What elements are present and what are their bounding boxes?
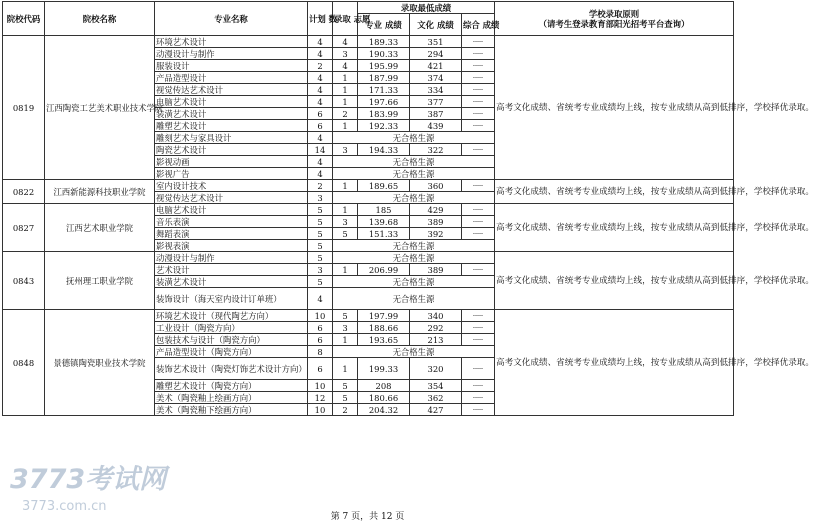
- culture-score: 351: [410, 36, 462, 48]
- major-score: 171.33: [358, 84, 410, 96]
- admit-count: 2: [333, 404, 358, 416]
- culture-score: 354: [410, 380, 462, 392]
- major-name: 视觉传达艺术设计: [155, 84, 308, 96]
- school-name: 江西新能源科技职业学院: [45, 180, 155, 204]
- composite-score: -----: [462, 392, 495, 404]
- plan-count: 4: [308, 168, 333, 180]
- header-school: 院校名称: [45, 2, 155, 36]
- composite-score: -----: [462, 96, 495, 108]
- school-code: 0819: [3, 36, 45, 180]
- header-plan: 计划 数: [308, 2, 333, 36]
- major-name: 音乐表演: [155, 216, 308, 228]
- composite-score: -----: [462, 204, 495, 216]
- culture-score: 377: [410, 96, 462, 108]
- major-name: 产品造型设计（陶瓷方向）: [155, 346, 308, 358]
- culture-score: 322: [410, 144, 462, 156]
- admit-count: 5: [333, 380, 358, 392]
- header-code: 院校代码: [3, 2, 45, 36]
- admit-count: 1: [333, 358, 358, 380]
- major-name: 环境艺术设计（现代陶艺方向）: [155, 310, 308, 322]
- major-score: 192.33: [358, 120, 410, 132]
- table-row: [3, 204, 734, 216]
- major-name: 环境艺术设计: [155, 36, 308, 48]
- plan-count: 10: [308, 380, 333, 392]
- plan-count: 5: [308, 252, 333, 264]
- header-policy-title: 学校录取原则: [588, 8, 640, 19]
- no-qualified-note: 无合格生源: [333, 288, 495, 310]
- major-score: 139.68: [358, 216, 410, 228]
- plan-count: 4: [308, 72, 333, 84]
- major-name: 视觉传达艺术设计: [155, 192, 308, 204]
- major-name: 产品造型设计: [155, 72, 308, 84]
- admit-count: 3: [333, 216, 358, 228]
- plan-count: 5: [308, 216, 333, 228]
- composite-score: -----: [462, 216, 495, 228]
- no-qualified-note: 无合格生源: [333, 192, 495, 204]
- admit-count: 2: [333, 108, 358, 120]
- header-major: 专业名称: [155, 2, 308, 36]
- major-score: 188.66: [358, 322, 410, 334]
- admission-policy: 高考文化成绩、省统考专业成绩均上线，按专业成绩从高到低排序，学校择优录取。: [495, 252, 734, 310]
- major-name: 动漫设计与制作: [155, 48, 308, 60]
- no-qualified-note: 无合格生源: [333, 346, 495, 358]
- major-name: 服装设计: [155, 60, 308, 72]
- admit-count: 1: [333, 84, 358, 96]
- plan-count: 3: [308, 192, 333, 204]
- major-score: 195.99: [358, 60, 410, 72]
- culture-score: 387: [410, 108, 462, 120]
- admit-count: 3: [333, 48, 358, 60]
- admit-count: 5: [333, 228, 358, 240]
- culture-score: 427: [410, 404, 462, 416]
- school-code: 0827: [3, 204, 45, 252]
- plan-count: 6: [308, 334, 333, 346]
- culture-score: 292: [410, 322, 462, 334]
- watermark-logo: [8, 458, 167, 516]
- major-name: 美术（陶瓷釉下绘画方向）: [155, 404, 308, 416]
- major-score: 189.65: [358, 180, 410, 192]
- admit-count: 1: [333, 180, 358, 192]
- admission-table: [2, 1, 814, 416]
- composite-score: -----: [462, 322, 495, 334]
- composite-score: -----: [462, 120, 495, 132]
- header-major-score: 专业 成绩: [358, 14, 410, 36]
- major-score: 194.33: [358, 144, 410, 156]
- major-name: 雕刻艺术与家具设计: [155, 132, 308, 144]
- plan-count: 5: [308, 240, 333, 252]
- major-name: 雕塑艺术设计: [155, 120, 308, 132]
- plan-count: 10: [308, 310, 333, 322]
- composite-score: -----: [462, 380, 495, 392]
- admission-policy: 高考文化成绩、省统考专业成绩均上线，按专业成绩从高到低排序，学校择优录取。: [495, 180, 734, 204]
- major-name: 装潢艺术设计: [155, 108, 308, 120]
- plan-count: 12: [308, 392, 333, 404]
- composite-score: -----: [462, 180, 495, 192]
- composite-score: -----: [462, 264, 495, 276]
- plan-count: 4: [308, 156, 333, 168]
- school-name: 江西艺术职业学院: [45, 204, 155, 252]
- table-row: [3, 310, 734, 322]
- admit-count: 4: [333, 36, 358, 48]
- composite-score: -----: [462, 36, 495, 48]
- plan-count: 6: [308, 120, 333, 132]
- culture-score: 374: [410, 72, 462, 84]
- header-culture-score: 文化 成绩: [410, 14, 462, 36]
- composite-score: -----: [462, 48, 495, 60]
- plan-count: 4: [308, 84, 333, 96]
- admission-policy: 高考文化成绩、省统考专业成绩均上线，按专业成绩从高到低排序，学校择优录取。: [495, 310, 734, 416]
- page-footer: 第 7 页，共 12 页: [330, 512, 405, 522]
- culture-score: 389: [410, 264, 462, 276]
- composite-score: -----: [462, 310, 495, 322]
- plan-count: 6: [308, 358, 333, 380]
- plan-count: 4: [308, 288, 333, 310]
- major-score: 183.99: [358, 108, 410, 120]
- no-qualified-note: 无合格生源: [333, 276, 495, 288]
- no-qualified-note: 无合格生源: [333, 168, 495, 180]
- culture-score: 213: [410, 334, 462, 346]
- table-row: [3, 180, 734, 192]
- plan-count: 2: [308, 60, 333, 72]
- header-composite-score: 综合 成绩: [462, 14, 495, 36]
- admit-count: 4: [333, 60, 358, 72]
- culture-score: 421: [410, 60, 462, 72]
- admit-count: 1: [333, 334, 358, 346]
- plan-count: 10: [308, 404, 333, 416]
- culture-score: 294: [410, 48, 462, 60]
- composite-score: -----: [462, 334, 495, 346]
- admit-count: 1: [333, 72, 358, 84]
- no-qualified-note: 无合格生源: [333, 240, 495, 252]
- school-code: 0822: [3, 180, 45, 204]
- major-name: 装饰设计（海天室内设计订单班）: [155, 288, 308, 310]
- no-qualified-note: 无合格生源: [333, 132, 495, 144]
- major-name: 影视广告: [155, 168, 308, 180]
- admit-count: 3: [333, 144, 358, 156]
- major-score: 208: [358, 380, 410, 392]
- table-row: [3, 252, 734, 264]
- culture-score: 439: [410, 120, 462, 132]
- plan-count: 4: [308, 132, 333, 144]
- culture-score: 429: [410, 204, 462, 216]
- major-score: 197.99: [358, 310, 410, 322]
- plan-count: 5: [308, 276, 333, 288]
- major-score: 197.66: [358, 96, 410, 108]
- watermark-url: 3773.com.cn: [22, 499, 107, 514]
- plan-count: 4: [308, 48, 333, 60]
- composite-score: -----: [462, 358, 495, 380]
- major-name: 动漫设计与制作: [155, 252, 308, 264]
- plan-count: 8: [308, 346, 333, 358]
- school-code: 0843: [3, 252, 45, 310]
- admit-count: 1: [333, 120, 358, 132]
- culture-score: 392: [410, 228, 462, 240]
- plan-count: 6: [308, 108, 333, 120]
- major-score: 199.33: [358, 358, 410, 380]
- major-name: 舞蹈表演: [155, 228, 308, 240]
- composite-score: -----: [462, 72, 495, 84]
- school-name: 江西陶瓷工艺美术职业技术学院: [45, 36, 155, 180]
- composite-score: -----: [462, 404, 495, 416]
- culture-score: 362: [410, 392, 462, 404]
- no-qualified-note: 无合格生源: [333, 156, 495, 168]
- plan-count: 6: [308, 322, 333, 334]
- major-name: 电脑艺术设计: [155, 204, 308, 216]
- composite-score: -----: [462, 60, 495, 72]
- major-score: 185: [358, 204, 410, 216]
- major-name: 工业设计（陶瓷方向）: [155, 322, 308, 334]
- admit-count: 1: [333, 96, 358, 108]
- admission-policy: 高考文化成绩、省统考专业成绩均上线，按专业成绩从高到低排序，学校择优录取。: [495, 204, 734, 252]
- major-name: 装潢艺术设计: [155, 276, 308, 288]
- admit-count: 5: [333, 310, 358, 322]
- plan-count: 14: [308, 144, 333, 156]
- major-score: 193.65: [358, 334, 410, 346]
- watermark-logo-text: 3773考试网: [10, 464, 167, 495]
- major-score: 190.33: [358, 48, 410, 60]
- major-score: 204.32: [358, 404, 410, 416]
- major-name: 装饰艺术设计（陶瓷灯饰艺术设计方向）: [155, 358, 308, 380]
- header-policy-note: （请考生登录教育部阳光招考平台查询）: [538, 18, 690, 29]
- header-policy: [495, 2, 734, 36]
- plan-count: 2: [308, 180, 333, 192]
- major-name: 影视动画: [155, 156, 308, 168]
- plan-count: 5: [308, 228, 333, 240]
- admit-count: 1: [333, 264, 358, 276]
- table-row: [3, 36, 734, 48]
- culture-score: 389: [410, 216, 462, 228]
- major-name: 室内设计技术: [155, 180, 308, 192]
- school-name: 抚州理工职业学院: [45, 252, 155, 310]
- plan-count: 4: [308, 96, 333, 108]
- composite-score: -----: [462, 108, 495, 120]
- plan-count: 5: [308, 204, 333, 216]
- major-name: 雕塑艺术设计（陶瓷方向）: [155, 380, 308, 392]
- major-score: 187.99: [358, 72, 410, 84]
- major-name: 陶瓷艺术设计: [155, 144, 308, 156]
- school-code: 0848: [3, 310, 45, 416]
- major-score: 151.33: [358, 228, 410, 240]
- major-name: 艺术设计: [155, 264, 308, 276]
- composite-score: -----: [462, 144, 495, 156]
- culture-score: 340: [410, 310, 462, 322]
- major-score: 180.66: [358, 392, 410, 404]
- header-admit: 录取 志愿: [333, 2, 358, 36]
- header-min-scores: 录取最低成绩: [358, 2, 495, 14]
- composite-score: -----: [462, 84, 495, 96]
- admission-policy: 高考文化成绩、省统考专业成绩均上线，按专业成绩从高到低排序，学校择优录取。: [495, 36, 734, 180]
- admit-count: 3: [333, 322, 358, 334]
- culture-score: 320: [410, 358, 462, 380]
- admit-count: 1: [333, 204, 358, 216]
- major-score: 189.33: [358, 36, 410, 48]
- plan-count: 3: [308, 264, 333, 276]
- school-name: 景德镇陶瓷职业技术学院: [45, 310, 155, 416]
- major-score: 206.99: [358, 264, 410, 276]
- culture-score: 360: [410, 180, 462, 192]
- major-name: 美术（陶瓷釉上绘画方向）: [155, 392, 308, 404]
- admit-count: 5: [333, 392, 358, 404]
- plan-count: 4: [308, 36, 333, 48]
- major-name: 包装技术与设计（陶瓷方向）: [155, 334, 308, 346]
- no-qualified-note: 无合格生源: [333, 252, 495, 264]
- culture-score: 334: [410, 84, 462, 96]
- composite-score: -----: [462, 228, 495, 240]
- major-name: 电脑艺术设计: [155, 96, 308, 108]
- major-name: 影视表演: [155, 240, 308, 252]
